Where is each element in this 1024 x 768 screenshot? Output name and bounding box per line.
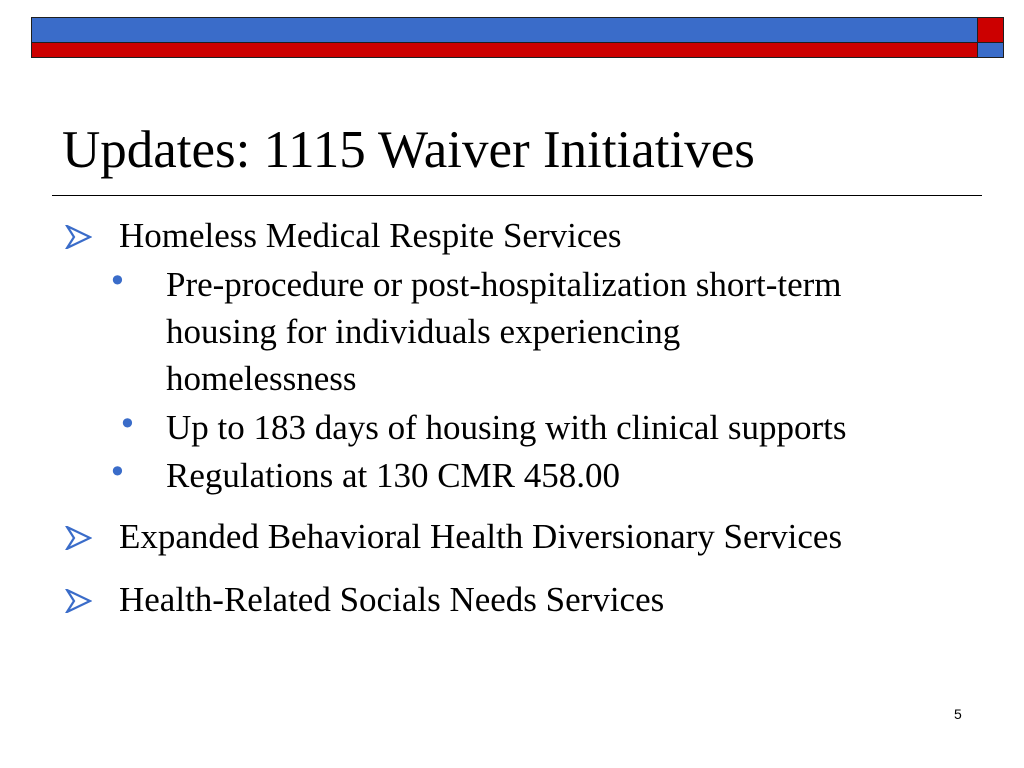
sub-bullet-line: homelessness — [166, 359, 357, 398]
arrow-bullet-icon — [64, 526, 94, 550]
dot-bullet-icon: • — [108, 453, 127, 491]
header-bar-red — [31, 42, 978, 58]
header-square-red — [977, 17, 1004, 43]
sub-bullet-line: Pre-procedure or post-hospitalization short-term — [166, 265, 842, 304]
bullet-social-needs: Health-Related Socials Needs Services — [119, 580, 665, 619]
dot-bullet-icon: • — [108, 262, 127, 300]
arrow-bullet-icon — [64, 225, 94, 249]
sub-bullet-line: Regulations at 130 CMR 458.00 — [166, 456, 621, 495]
sub-bullet-line: Up to 183 days of housing with clinical supports — [166, 408, 847, 447]
slide-title: Updates: 1115 Waiver Initiatives — [62, 121, 755, 179]
header-square-blue — [977, 42, 1004, 58]
sub-bullet-line: housing for individuals experiencing — [166, 312, 681, 351]
bullet-behavioral-health: Expanded Behavioral Health Diversionary Services — [119, 517, 843, 556]
title-divider — [52, 195, 982, 196]
dot-bullet-icon: • — [118, 405, 137, 443]
page-number: 5 — [954, 706, 962, 722]
bullet-homeless-medical-respite: Homeless Medical Respite Services — [119, 216, 622, 255]
arrow-bullet-icon — [64, 589, 94, 613]
header-bar-blue — [31, 17, 978, 43]
